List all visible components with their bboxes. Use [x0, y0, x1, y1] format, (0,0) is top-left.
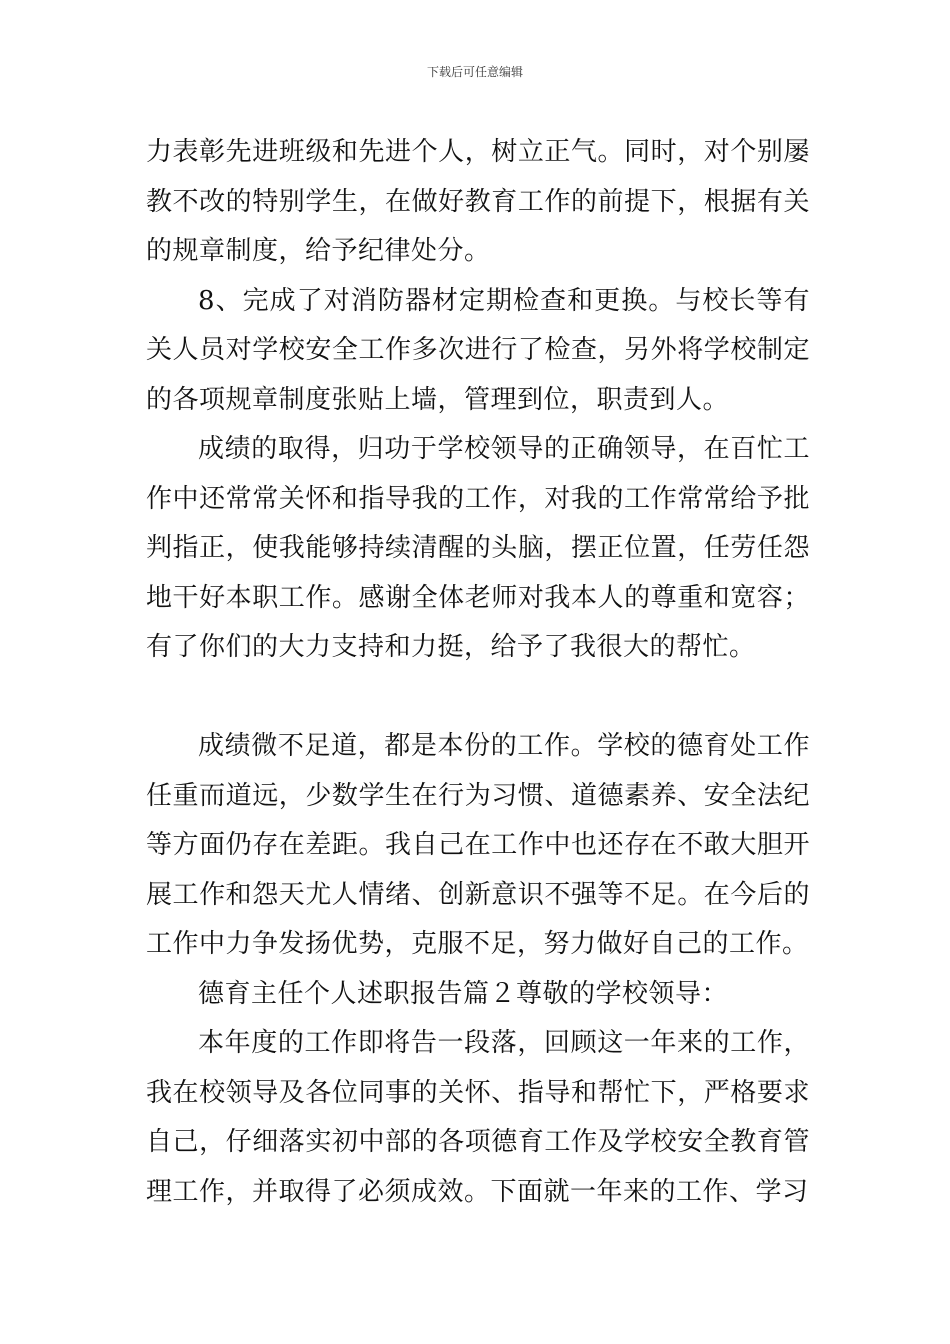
document-body — [146, 128, 810, 1217]
paragraph-report-title: 德育主任个人述职报告篇２尊敬的学校领导： — [198, 978, 729, 1009]
paragraph-report-intro: 本年度的工作即将告一段落，回顾这一年来的工作，我在校领导及各位同事的关怀、指导和帮忙下，严格要求自己，仔细落实初中部的各项德育工作及学校安全教育管理工作，并取得了必须成效。下面就一年来的工作、学习 — [146, 1028, 810, 1207]
paragraph-shortcomings: 成绩微不足道，都是本份的工作。学校的德育处工作任重而道远，少数学生在行为习惯、道德素养、安全法纪等方面仍存在差距。我自己在工作中也还存在不敢大胆开展工作和怨天尤人情绪、创新意识不强等不足。在今后的工作中力争发扬优势，克服不足，努力做好自己的工作。 — [146, 731, 810, 959]
paragraph-fire-equipment: 8、完成了对消防器材定期检查和更换。与校长等有关人员对学校安全工作多次进行了检查，另外将学校制定的各项规章制度张贴上墙，管理到位，职责到人。 — [146, 285, 810, 415]
page-header: 下载后可任意编辑 — [426, 65, 523, 79]
paragraph-commendation: 力表彰先进班级和先进个人，树立正气。同时，对个别屡教不改的特别学生，在做好教育工作的前提下，根据有关的规章制度，给予纪律处分。 — [146, 137, 810, 266]
paragraph-achievements: 成绩的取得，归功于学校领导的正确领导，在百忙工作中还常常关怀和指导我的工作，对我的工作常常给予批判指正，使我能够持续清醒的头脑，摆正位置，任劳任怨地干好本职工作。感谢全体老师对我本人的尊重和宽容；有了你们的大力支持和力挺，给予了我很大的帮忙。 — [146, 434, 810, 662]
